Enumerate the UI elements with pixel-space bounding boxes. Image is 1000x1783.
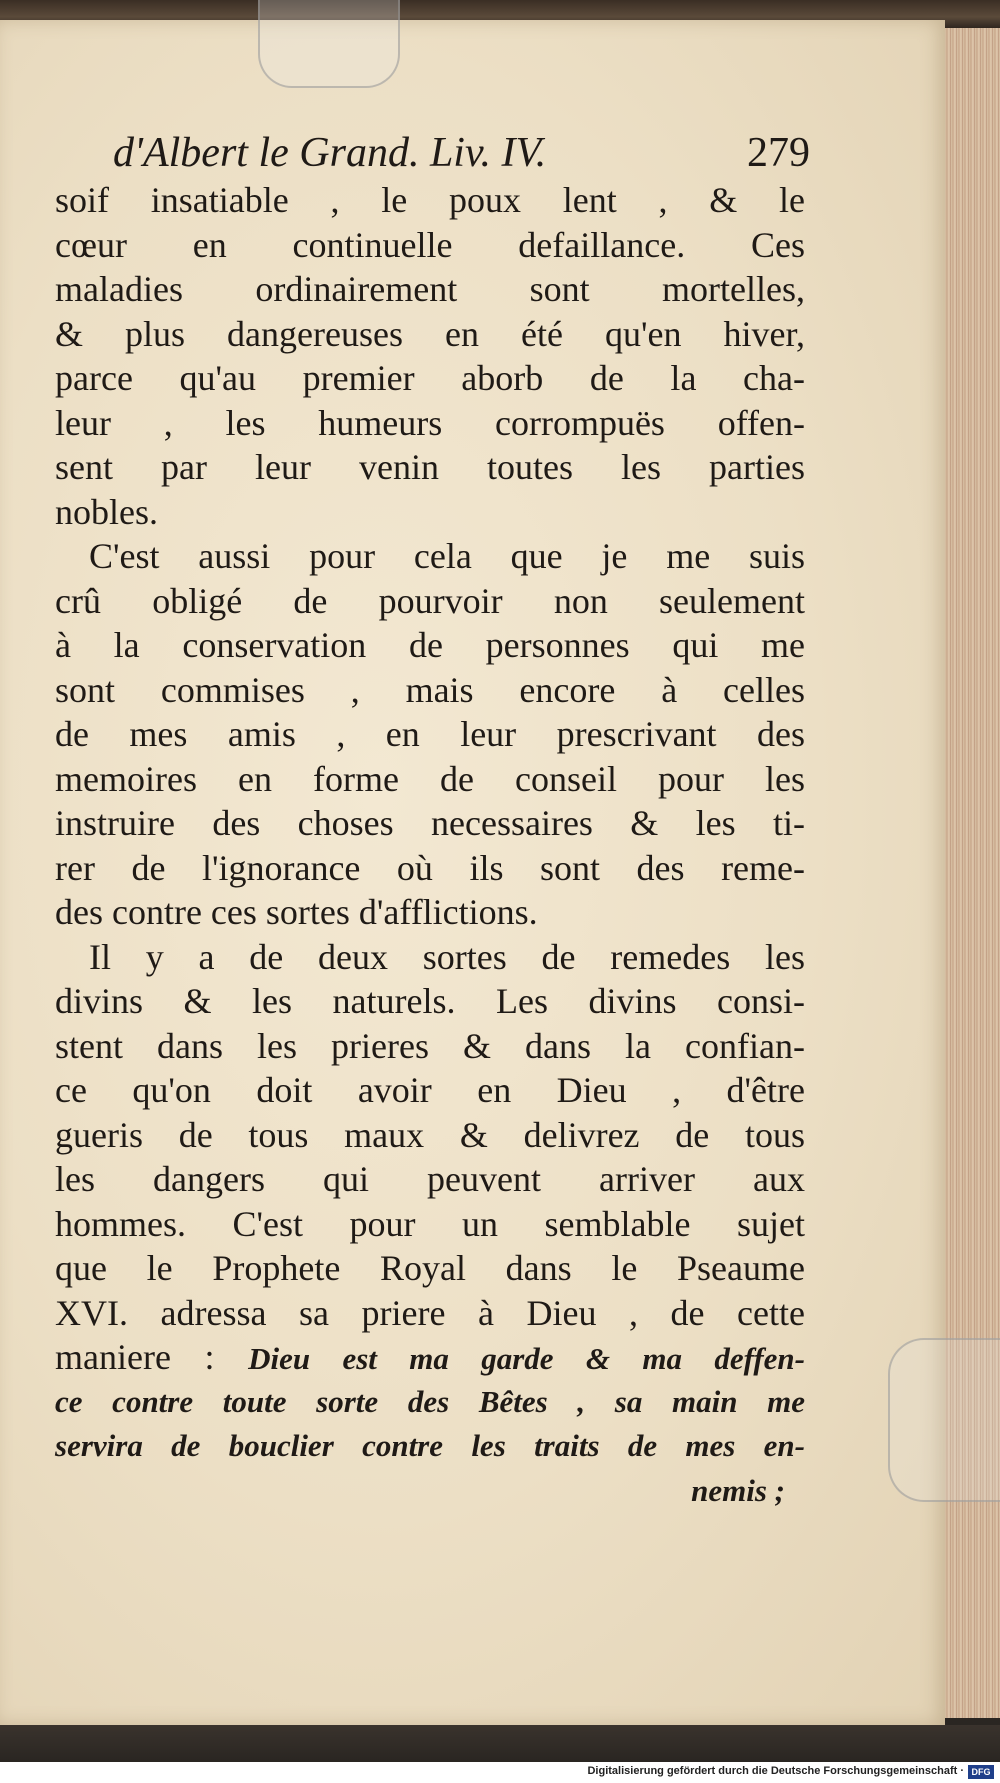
paragraph-start-line: C'est aussi pour cela que je me suis bbox=[89, 536, 805, 576]
text-line: cœur en continuelle defaillance. Ces bbox=[55, 224, 805, 265]
text-line: sont commises , mais encore à celles bbox=[55, 669, 805, 710]
text-line: & plus dangereuses en été qu'en hiver, bbox=[55, 313, 805, 354]
text-line: rer de l'ignorance où ils sont des reme- bbox=[55, 847, 805, 888]
text-line: memoires en forme de conseil pour les bbox=[55, 758, 805, 799]
text-line: gueris de tous maux & delivrez de tous bbox=[55, 1114, 805, 1155]
text-line: crû obligé de pourvoir non seulement bbox=[55, 580, 805, 621]
quote-line: nemis ; bbox=[691, 1472, 785, 1508]
text-line: que le Prophete Royal dans le Pseaume bbox=[55, 1248, 805, 1288]
quote-line: ce contre toute sorte des Bêtes , sa main me bbox=[55, 1383, 805, 1419]
text-line: divins & les naturels. Les divins consi- bbox=[55, 981, 805, 1021]
glass-clip-right bbox=[888, 1338, 1000, 1502]
text-line: des contre ces sortes d'afflictions. bbox=[55, 892, 538, 932]
quote-text: Dieu est ma garde & ma deffen- bbox=[248, 1341, 805, 1376]
text-line: à la conservation de personnes qui me bbox=[55, 625, 805, 665]
page-text bbox=[55, 128, 810, 1513]
dfg-logo: DFG bbox=[968, 1765, 994, 1779]
text-line: hommes. C'est pour un semblable sujet bbox=[55, 1203, 805, 1244]
page-number: 279 bbox=[747, 130, 810, 176]
quote-line: servira de bouclier contre les traits de mes en- bbox=[55, 1428, 805, 1463]
text-line: leur , les humeurs corrompuës offen- bbox=[55, 402, 805, 443]
quote-intro-line bbox=[55, 1335, 805, 1380]
quote-intro-text: maniere : bbox=[55, 1337, 215, 1377]
text-line: parce qu'au premier aborb de la cha- bbox=[55, 358, 805, 398]
text-line: instruire des choses necessaires & les ti- bbox=[55, 803, 805, 843]
digitization-footer bbox=[0, 1762, 1000, 1783]
paragraph-start-line: Il y a de deux sortes de remedes les bbox=[89, 936, 805, 977]
text-line: sent par leur venin toutes les parties bbox=[55, 447, 805, 487]
text-line: stent dans les prieres & dans la confian- bbox=[55, 1025, 805, 1066]
text-line: nobles. bbox=[55, 491, 158, 532]
text-line: ce qu'on doit avoir en Dieu , d'être bbox=[55, 1070, 805, 1110]
text-line: soif insatiable , le poux lent , & le bbox=[55, 180, 805, 220]
running-head-title: d'Albert le Grand. Liv. IV. bbox=[113, 130, 547, 176]
footer-credit: Digitalisierung gefördert durch die Deutsche Forschungsgemeinschaft · bbox=[587, 1765, 964, 1777]
text-line: XVI. adressa sa priere à Dieu , de cette bbox=[55, 1292, 805, 1333]
text-line: maladies ordinairement sont mortelles, bbox=[55, 269, 805, 309]
text-line: les dangers qui peuvent arriver aux bbox=[55, 1159, 805, 1199]
book-bottom-edge bbox=[0, 1725, 1000, 1761]
text-line: de mes amis , en leur prescrivant des bbox=[55, 714, 805, 754]
glass-clip-top bbox=[258, 0, 400, 88]
running-head bbox=[55, 128, 810, 178]
